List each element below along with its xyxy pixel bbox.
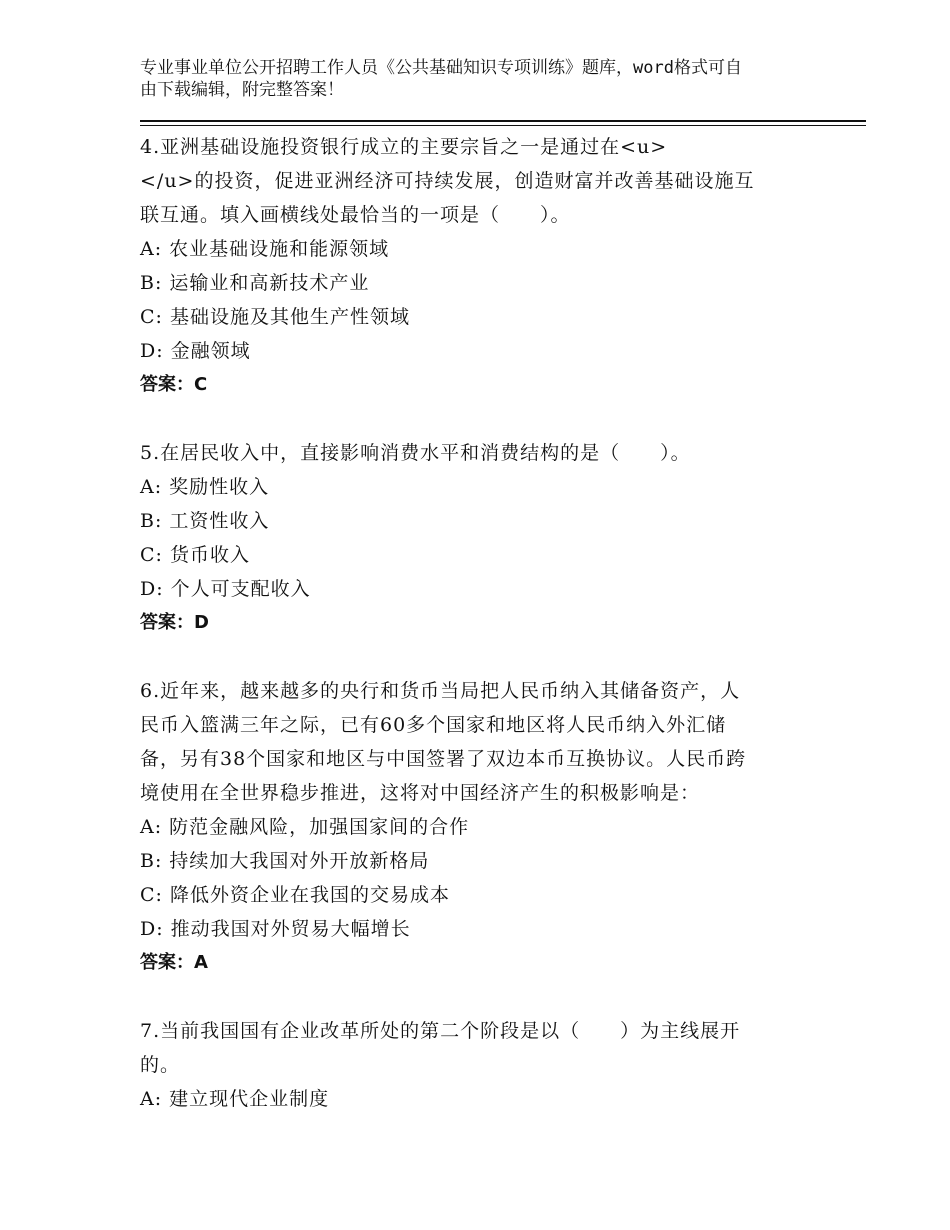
answer: 答案：D (140, 612, 209, 633)
header-divider-thin (140, 125, 866, 126)
option-d: D: 金融领域 (140, 340, 251, 362)
question-stem-line: 4.亚洲基础设施投资银行成立的主要宗旨之一是通过在<u> (140, 136, 668, 158)
question-stem-line: 的。 (140, 1054, 181, 1076)
option-d: D: 个人可支配收入 (140, 578, 311, 600)
option-b: B: 持续加大我国对外开放新格局 (140, 850, 430, 872)
document-header (140, 57, 810, 101)
option-c: C: 降低外资企业在我国的交易成本 (140, 884, 450, 906)
option-b: B: 工资性收入 (140, 510, 270, 532)
question-stem-line: 7.当前我国国有企业改革所处的第二个阶段是以（ ）为主线展开 (140, 1020, 741, 1042)
question-4 (140, 130, 805, 402)
option-c: C: 基础设施及其他生产性领域 (140, 306, 410, 328)
question-stem-line: </u>的投资，促进亚洲经济可持续发展，创造财富并改善基础设施互 (140, 170, 755, 192)
option-b: B: 运输业和高新技术产业 (140, 272, 370, 294)
question-stem-line: 备，另有38个国家和地区与中国签署了双边本币互换协议。人民币跨 (140, 748, 747, 770)
header-line-2: 由下载编辑，附完整答案！ (140, 80, 344, 100)
option-c: C: 货币收入 (140, 544, 250, 566)
header-divider-thick (140, 120, 866, 122)
question-6 (140, 674, 805, 980)
question-stem-line: 境使用在全世界稳步推进，这将对中国经济产生的积极影响是： (140, 782, 701, 804)
option-a: A: 农业基础设施和能源领域 (140, 238, 390, 260)
option-a: A: 建立现代企业制度 (140, 1088, 330, 1110)
option-d: D: 推动我国对外贸易大幅增长 (140, 918, 411, 940)
header-line-1: 专业事业单位公开招聘工作人员《公共基础知识专项训练》题库，word格式可自 (140, 58, 742, 78)
answer: 答案：A (140, 952, 208, 973)
question-7 (140, 1014, 805, 1116)
answer: 答案：C (140, 374, 208, 395)
question-5 (140, 436, 805, 640)
question-stem-line: 民币入篮满三年之际，已有60多个国家和地区将人民币纳入外汇储 (140, 714, 727, 736)
question-stem-line: 6.近年来，越来越多的央行和货币当局把人民币纳入其储备资产，人 (140, 680, 741, 702)
question-stem-line: 5.在居民收入中，直接影响消费水平和消费结构的是（ ）。 (140, 442, 691, 464)
question-list (140, 130, 805, 1150)
question-stem-line: 联互通。填入画横线处最恰当的一项是（ ）。 (140, 204, 571, 226)
option-a: A: 奖励性收入 (140, 476, 270, 498)
option-a: A: 防范金融风险，加强国家间的合作 (140, 816, 470, 838)
